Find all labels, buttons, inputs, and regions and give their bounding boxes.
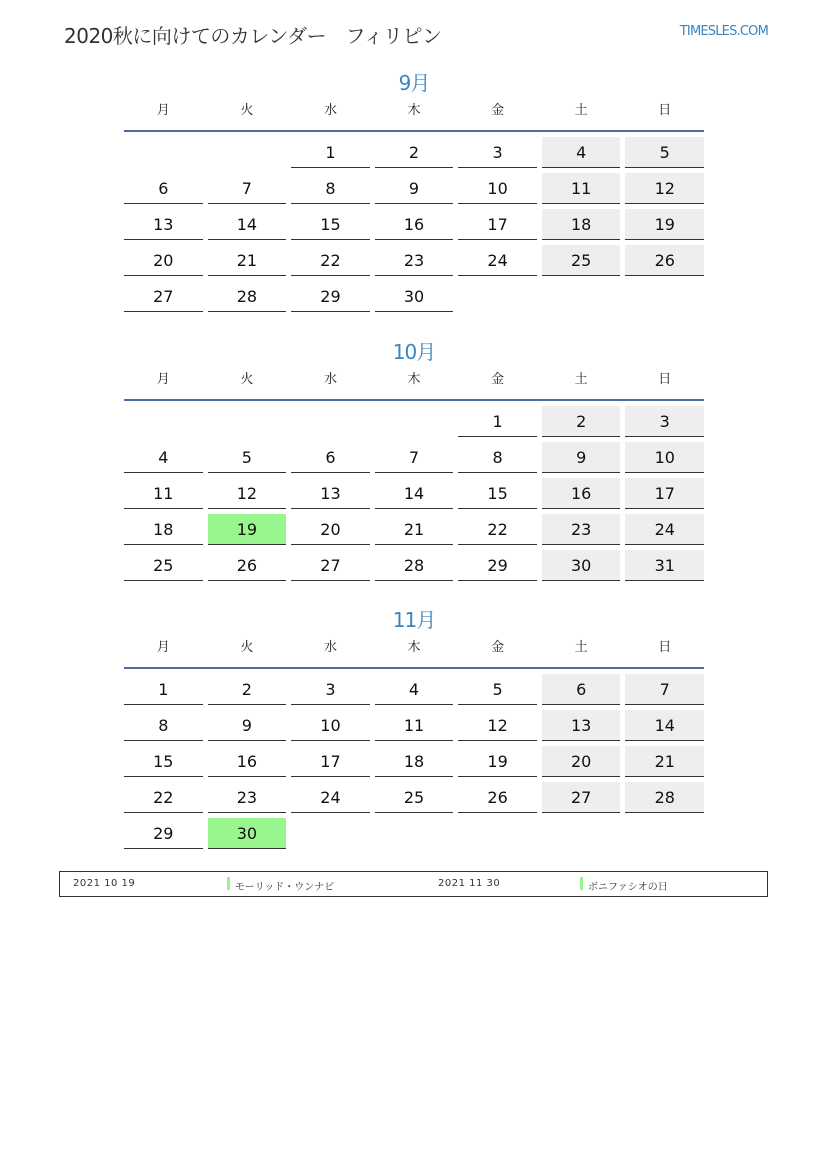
day-cell: 23 xyxy=(208,782,287,813)
empty-cell xyxy=(458,281,537,312)
day-cell: 30 xyxy=(375,281,454,312)
day-cell: 6 xyxy=(124,173,203,204)
empty-cell xyxy=(124,406,203,437)
weekday-label: 火 xyxy=(240,640,254,655)
weekday-label: 月 xyxy=(156,372,170,387)
weekday-header xyxy=(124,96,704,132)
weekend-cell: 6 xyxy=(542,674,621,705)
weekday-label: 水 xyxy=(323,103,337,118)
day-cell: 29 xyxy=(458,550,537,581)
week-row xyxy=(124,209,704,240)
day-cell: 22 xyxy=(458,514,537,545)
day-cell: 26 xyxy=(458,782,537,813)
day-cell: 1 xyxy=(291,137,370,168)
day-cell: 8 xyxy=(458,442,537,473)
day-cell: 16 xyxy=(375,209,454,240)
weekday-label: 金 xyxy=(491,640,505,655)
empty-cell xyxy=(375,406,454,437)
day-cell: 5 xyxy=(458,674,537,705)
weekday-label: 水 xyxy=(323,372,337,387)
day-cell: 9 xyxy=(208,710,287,741)
weekend-cell: 28 xyxy=(625,782,704,813)
day-cell: 1 xyxy=(458,406,537,437)
weekend-cell: 2 xyxy=(542,406,621,437)
week-row xyxy=(124,550,704,581)
day-cell: 17 xyxy=(458,209,537,240)
weekend-cell: 10 xyxy=(625,442,704,473)
holiday-marker xyxy=(580,877,583,890)
day-cell: 1 xyxy=(124,674,203,705)
month-title: 10月 xyxy=(392,340,436,364)
day-cell: 24 xyxy=(458,245,537,276)
weekday-label: 日 xyxy=(658,372,672,387)
day-cell: 16 xyxy=(208,746,287,777)
day-cell: 26 xyxy=(208,550,287,581)
day-cell: 4 xyxy=(124,442,203,473)
empty-cell xyxy=(291,818,370,849)
weekday-label: 金 xyxy=(491,372,505,387)
weekday-header xyxy=(124,365,704,401)
week-row xyxy=(124,478,704,509)
week-row xyxy=(124,173,704,204)
day-cell: 18 xyxy=(375,746,454,777)
month-calendar xyxy=(124,70,704,317)
day-cell: 8 xyxy=(291,173,370,204)
day-cell: 21 xyxy=(375,514,454,545)
day-cell: 25 xyxy=(124,550,203,581)
page-title: 2020秋に向けてのカレンダー フィリピン xyxy=(64,24,442,48)
day-cell: 11 xyxy=(124,478,203,509)
weekday-label: 土 xyxy=(574,103,588,118)
day-cell: 7 xyxy=(375,442,454,473)
weekday-label: 火 xyxy=(240,103,254,118)
day-cell: 22 xyxy=(291,245,370,276)
weekend-cell: 14 xyxy=(625,710,704,741)
day-cell: 5 xyxy=(208,442,287,473)
weekend-cell: 19 xyxy=(625,209,704,240)
weekend-cell: 18 xyxy=(542,209,621,240)
weekend-cell: 5 xyxy=(625,137,704,168)
weekday-label: 木 xyxy=(407,372,421,387)
weekend-cell: 26 xyxy=(625,245,704,276)
holiday-legend xyxy=(59,871,768,897)
day-cell: 18 xyxy=(124,514,203,545)
weekday-header xyxy=(124,633,704,669)
weekend-cell: 7 xyxy=(625,674,704,705)
weekend-cell: 17 xyxy=(625,478,704,509)
day-cell: 15 xyxy=(124,746,203,777)
day-cell: 28 xyxy=(208,281,287,312)
day-cell: 4 xyxy=(375,674,454,705)
day-cell: 12 xyxy=(208,478,287,509)
day-cell: 14 xyxy=(375,478,454,509)
weekend-cell: 27 xyxy=(542,782,621,813)
day-cell: 25 xyxy=(375,782,454,813)
weekend-cell: 31 xyxy=(625,550,704,581)
weekend-cell: 13 xyxy=(542,710,621,741)
day-cell: 13 xyxy=(124,209,203,240)
month-title: 9月 xyxy=(398,71,430,95)
day-cell: 8 xyxy=(124,710,203,741)
day-cell: 11 xyxy=(375,710,454,741)
week-row xyxy=(124,710,704,741)
brand-logo[interactable]: TIMESLES.COM xyxy=(679,24,768,39)
month-calendar xyxy=(124,339,704,586)
month-title: 11月 xyxy=(392,608,436,632)
weekday-label: 火 xyxy=(240,372,254,387)
holiday-date: 2021 10 19 xyxy=(73,878,136,889)
empty-cell xyxy=(208,406,287,437)
holiday-marker xyxy=(227,877,230,890)
holiday-name: ボニファシオの日 xyxy=(588,882,668,893)
day-cell: 19 xyxy=(458,746,537,777)
day-cell: 29 xyxy=(124,818,203,849)
empty-cell xyxy=(375,818,454,849)
weekday-label: 土 xyxy=(574,640,588,655)
weekend-cell: 25 xyxy=(542,245,621,276)
empty-cell xyxy=(625,818,704,849)
day-cell: 10 xyxy=(458,173,537,204)
day-cell: 2 xyxy=(208,674,287,705)
day-cell: 27 xyxy=(291,550,370,581)
empty-cell xyxy=(291,406,370,437)
weekday-label: 水 xyxy=(323,640,337,655)
day-cell: 20 xyxy=(124,245,203,276)
week-row xyxy=(124,782,704,813)
day-cell: 9 xyxy=(375,173,454,204)
empty-cell xyxy=(124,137,203,168)
day-grid xyxy=(124,406,704,581)
weekday-label: 月 xyxy=(156,640,170,655)
day-cell: 10 xyxy=(291,710,370,741)
day-cell: 24 xyxy=(291,782,370,813)
week-row xyxy=(124,281,704,312)
weekend-cell: 21 xyxy=(625,746,704,777)
day-cell: 3 xyxy=(291,674,370,705)
day-cell: 28 xyxy=(375,550,454,581)
day-cell: 13 xyxy=(291,478,370,509)
day-cell: 6 xyxy=(291,442,370,473)
empty-cell xyxy=(208,137,287,168)
day-cell: 29 xyxy=(291,281,370,312)
day-cell: 15 xyxy=(291,209,370,240)
weekday-label: 木 xyxy=(407,640,421,655)
weekend-cell: 16 xyxy=(542,478,621,509)
day-cell: 3 xyxy=(458,137,537,168)
day-cell: 14 xyxy=(208,209,287,240)
week-row xyxy=(124,137,704,168)
empty-cell xyxy=(625,281,704,312)
weekend-cell: 30 xyxy=(542,550,621,581)
weekday-label: 木 xyxy=(407,103,421,118)
weekend-cell: 11 xyxy=(542,173,621,204)
day-cell: 7 xyxy=(208,173,287,204)
empty-cell xyxy=(458,818,537,849)
empty-cell xyxy=(542,818,621,849)
week-row xyxy=(124,818,704,849)
day-cell: 20 xyxy=(291,514,370,545)
weekday-label: 日 xyxy=(658,640,672,655)
week-row xyxy=(124,406,704,437)
week-row xyxy=(124,746,704,777)
empty-cell xyxy=(542,281,621,312)
day-grid xyxy=(124,137,704,312)
weekday-label: 金 xyxy=(491,103,505,118)
weekend-cell: 9 xyxy=(542,442,621,473)
month-calendar xyxy=(124,607,704,854)
week-row xyxy=(124,442,704,473)
day-cell: 23 xyxy=(375,245,454,276)
weekend-cell: 23 xyxy=(542,514,621,545)
weekday-label: 土 xyxy=(574,372,588,387)
weekend-cell: 12 xyxy=(625,173,704,204)
weekend-cell: 3 xyxy=(625,406,704,437)
week-row xyxy=(124,514,704,545)
week-row xyxy=(124,245,704,276)
weekend-cell: 20 xyxy=(542,746,621,777)
weekend-cell: 4 xyxy=(542,137,621,168)
day-cell: 2 xyxy=(375,137,454,168)
day-cell: 12 xyxy=(458,710,537,741)
day-cell: 17 xyxy=(291,746,370,777)
day-cell: 21 xyxy=(208,245,287,276)
holiday-name: モーリッド・ウンナビ xyxy=(235,882,335,893)
weekday-label: 月 xyxy=(156,103,170,118)
holiday-cell: 30 xyxy=(208,818,287,849)
weekday-label: 日 xyxy=(658,103,672,118)
day-cell: 22 xyxy=(124,782,203,813)
holiday-cell: 19 xyxy=(208,514,287,545)
day-grid xyxy=(124,674,704,849)
day-cell: 27 xyxy=(124,281,203,312)
weekend-cell: 24 xyxy=(625,514,704,545)
holiday-date: 2021 11 30 xyxy=(438,878,501,889)
day-cell: 15 xyxy=(458,478,537,509)
week-row xyxy=(124,674,704,705)
